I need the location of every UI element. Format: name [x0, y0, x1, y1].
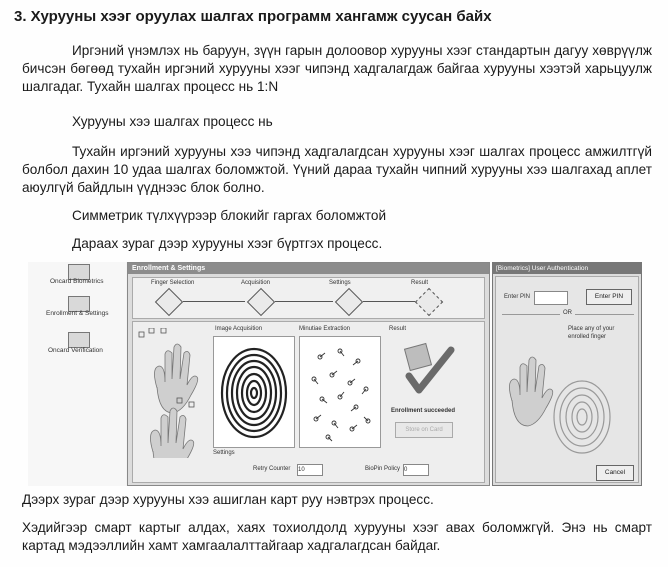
result-icon — [415, 288, 443, 316]
hand-fingerprint-icon — [502, 327, 632, 457]
paragraph-retry-limit: Тухайн иргэний хурууны хээ чипэнд хадгалагдсан хурууны хээг шалгах процесс амжилтгүй болбол дахин 10 удаа шалгах боломжтой. Үүний дараа тухайн чипний хурууны хээ шалгахад аплет аюулгүй байдлын үүднээс блок болно. — [22, 144, 652, 195]
app-sidebar — [28, 262, 126, 486]
paragraph-smart-card-loss: Хэдийгээр смарт картыг алдах, хаях тохиолдолд хурууны хээг авах боломжгүй. Энэ нь смарт картад мэдээллийн хамт хамгаалалттайгаар хадгалагдсан байдаг. — [22, 520, 652, 553]
enrollment-window — [127, 262, 490, 486]
retry-counter-field[interactable]: 10 — [297, 464, 323, 476]
scanner-icon — [247, 288, 275, 316]
image-acquisition-label: Image Acquisition — [215, 326, 263, 332]
paragraph-symmetric-key: Симметрик түлхүүрээр блокийг гаргах боломжтой — [72, 208, 387, 223]
settings-label: Settings — [213, 450, 235, 456]
fingerprint-image — [213, 336, 295, 448]
dialog-title: [Biometrics] User Authentication — [493, 263, 641, 274]
step-finger-selection-label: Finger Selection — [151, 280, 195, 286]
step-acquisition-label: Acquisition — [241, 280, 271, 286]
window-title: Enrollment & Settings — [128, 263, 489, 274]
minutiae-extraction-label: Minutiae Extraction — [299, 326, 351, 332]
biopin-policy-field[interactable]: 0 — [403, 464, 429, 476]
verification-icon — [68, 332, 90, 348]
result-label: Result — [389, 326, 407, 332]
sidebar-item-oncard-biometrics[interactable]: Oncard Biometrics — [50, 278, 104, 285]
paragraph-enroll-figure-intro: Дараах зураг дээр хурууны хээг бүртгэх процесс. — [72, 236, 383, 251]
section-heading: 3. Хурууны хээг оруулах шалгах программ хангамж суусан байх — [14, 8, 492, 25]
wizard-steps — [132, 277, 485, 319]
cancel-button[interactable]: Cancel — [596, 465, 634, 481]
dialog-body — [495, 276, 639, 483]
place-finger-instruction: Place any of your enrolled finger — [568, 326, 615, 340]
paragraph-check-process: Хурууны хээ шалгах процесс нь — [72, 114, 273, 129]
sidebar-item-enrollment-settings[interactable]: Enrollment & Settings — [46, 310, 109, 317]
arrow-icon — [183, 301, 245, 302]
minutiae-image — [299, 336, 381, 448]
step-settings-label: Settings — [329, 280, 351, 286]
paragraph-auth-figure-caption: Дээрх зураг дээр хурууны хээ ашиглан карт руу нэвтрэх процесс. — [22, 492, 434, 507]
success-check-icon — [395, 342, 465, 402]
hand-icon — [155, 288, 183, 316]
enrollment-screenshot — [28, 262, 490, 486]
arrow-icon — [275, 301, 333, 302]
step-result-label: Result — [411, 280, 429, 286]
card-icon — [335, 288, 363, 316]
enter-pin-button[interactable]: Enter PIN — [586, 289, 632, 305]
enrollment-status: Enrollment succeeded — [391, 408, 456, 414]
paragraph-fingerprint-standard: Иргэний үнэмлэх нь баруун, зүүн гарын долоовор хурууны хээг стандартын дагуу хөврүүлж бичсэн бөгөөд тухайн иргэний хурууны хээг чипэнд хадгалагдаж байгаа хурууны хээтэй харьцуулж шалгадаг. Тухайн шалгах процесс нь 1:N — [22, 43, 652, 94]
arrow-icon — [363, 301, 415, 302]
retry-counter-label: Retry Counter — [253, 466, 291, 472]
enter-pin-label: Enter PIN — [504, 294, 531, 300]
acquisition-panel — [132, 321, 485, 483]
sidebar-item-oncard-verification[interactable]: Oncard Verification — [48, 347, 103, 354]
authentication-screenshot — [492, 262, 642, 486]
or-label: OR — [560, 310, 575, 316]
hand-selection-icon[interactable] — [137, 328, 207, 458]
store-on-card-button[interactable]: Store on Card — [395, 422, 453, 438]
pin-input[interactable] — [534, 291, 568, 305]
biopin-policy-label: BioPin Policy — [365, 466, 401, 472]
